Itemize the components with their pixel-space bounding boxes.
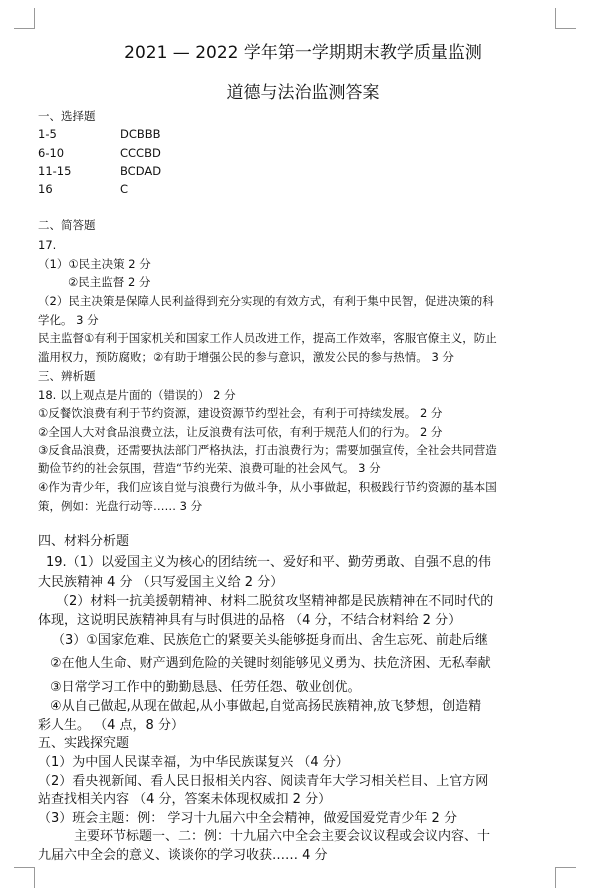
- choice-row: 1-5 DCBBB: [38, 127, 161, 141]
- crop-mark-bottom-right: [555, 867, 576, 888]
- answer-line: 学化。 3 分: [38, 313, 99, 327]
- crop-mark-bottom-left: [14, 867, 35, 888]
- answer-line: 19.（1）以爱国主义为核心的团结统一、爱好和平、勤劳勇敢、自强不息的伟: [46, 555, 491, 570]
- answer-line: 策，例如：光盘行动等…… 3 分: [38, 499, 203, 513]
- answer-line: 勤俭节约的社会氛围，营造“节约光荣、浪费可耻的社会风气。 3 分: [38, 461, 381, 475]
- answer-line: 九届六中全会的意义、谈谈你的学习收获…… 4 分: [38, 848, 328, 863]
- section-2-heading: 二、简答题: [38, 218, 96, 232]
- answer-line: ④从自己做起,从现在做起,从小事做起,自觉高扬民族精神,放飞梦想，创造精: [50, 699, 482, 714]
- answer-line: ②全国人大对食品浪费立法，让反浪费有法可依，有利于规范人们的行为。 2 分: [38, 425, 443, 439]
- answer-line: ③反食品浪费，还需要执法部门严格执法，打击浪费行为；需要加强宣传，全社会共同营造: [38, 443, 497, 457]
- answer-line: ③日常学习工作中的勤勤恳恳、任劳任怨、敬业创优。: [50, 680, 361, 695]
- answer-line: （3）①国家危难、民族危亡的紧要关头能够挺身而出、舍生忘死、前赴后继: [52, 633, 488, 648]
- answer-line: 滥用权力，预防腐败；②有助于增强公民的参与意识，激发公民的参与热情。 3 分: [38, 350, 454, 364]
- section-3-heading: 三、辨析题: [38, 369, 96, 383]
- section-4-heading: 四、材料分析题: [38, 534, 130, 549]
- choice-row: 6-10 CCCBD: [38, 146, 161, 160]
- answer-line: 体现，这说明民族精神具有与时俱进的品格 （4 分，不结合材料给 2 分）: [38, 613, 462, 628]
- answer-line: 民主监督①有利于国家机关和国家工作人员改进工作，提高工作效率，客服官僚主义，防止: [38, 331, 497, 345]
- answer-line: （2）材料一抗美援朝精神、材料二脱贫攻坚精神都是民族精神在不同时代的: [56, 594, 494, 609]
- answer-line: 站查找相关内容 （4 分，答案未体现权威扣 2 分）: [38, 792, 332, 807]
- answer-line: 大民族精神 4 分 （只写爱国主义给 2 分）: [38, 575, 284, 590]
- choice-row: 16 C: [38, 182, 129, 196]
- section-1-heading: 一、选择题: [38, 109, 96, 123]
- section-5-heading: 五、实践探究题: [38, 736, 130, 751]
- answer-line: ②在他人生命、财产遇到危险的关键时刻能够见义勇为、扶危济困、无私奉献: [50, 656, 491, 671]
- answer-line: （1）①民主决策 2 分: [38, 257, 151, 271]
- crop-mark-top-right: [555, 8, 576, 29]
- answer-line: （3）班会主题：例： 学习十九届六中全会精神，做爱国爱党青少年 2 分: [38, 811, 457, 826]
- answer-line: ①反餐饮浪费有利于节约资源，建设资源节约型社会，有利于可持续发展。 2 分: [38, 406, 443, 420]
- answer-line: ②民主监督 2 分: [68, 275, 151, 289]
- question-number: 17.: [38, 238, 57, 252]
- answer-line: 18. 以上观点是片面的（错误的） 2 分: [38, 388, 236, 402]
- answer-line: （1）为中国人民谋幸福，为中华民族谋复兴 （4 分）: [38, 755, 349, 770]
- answer-line: （2）民主决策是保障人民利益得到充分实现的有效方式，有利于集中民智，促进决策的科: [38, 294, 494, 308]
- document-subtitle: 道德与法治监测答案: [226, 83, 380, 103]
- crop-mark-top-left: [14, 8, 35, 29]
- answer-line: 彩人生。 （4 点，8 分）: [38, 718, 184, 733]
- answer-line: ④作为青少年，我们应该自觉与浪费行为做斗争，从小事做起，积极践行节约资源的基本国: [38, 480, 497, 494]
- answer-line: （2）看央视新闻、看人民日报相关内容、阅读青年大学习相关栏目、上官方网: [38, 774, 489, 789]
- document-title: 2021 — 2022 学年第一学期期末教学质量监测: [124, 43, 482, 63]
- answer-line: 主要环节标题一、二：例：十九届六中全会主要会议议程或会议内容、十: [74, 829, 491, 844]
- choice-row: 11-15 BCDAD: [38, 164, 162, 178]
